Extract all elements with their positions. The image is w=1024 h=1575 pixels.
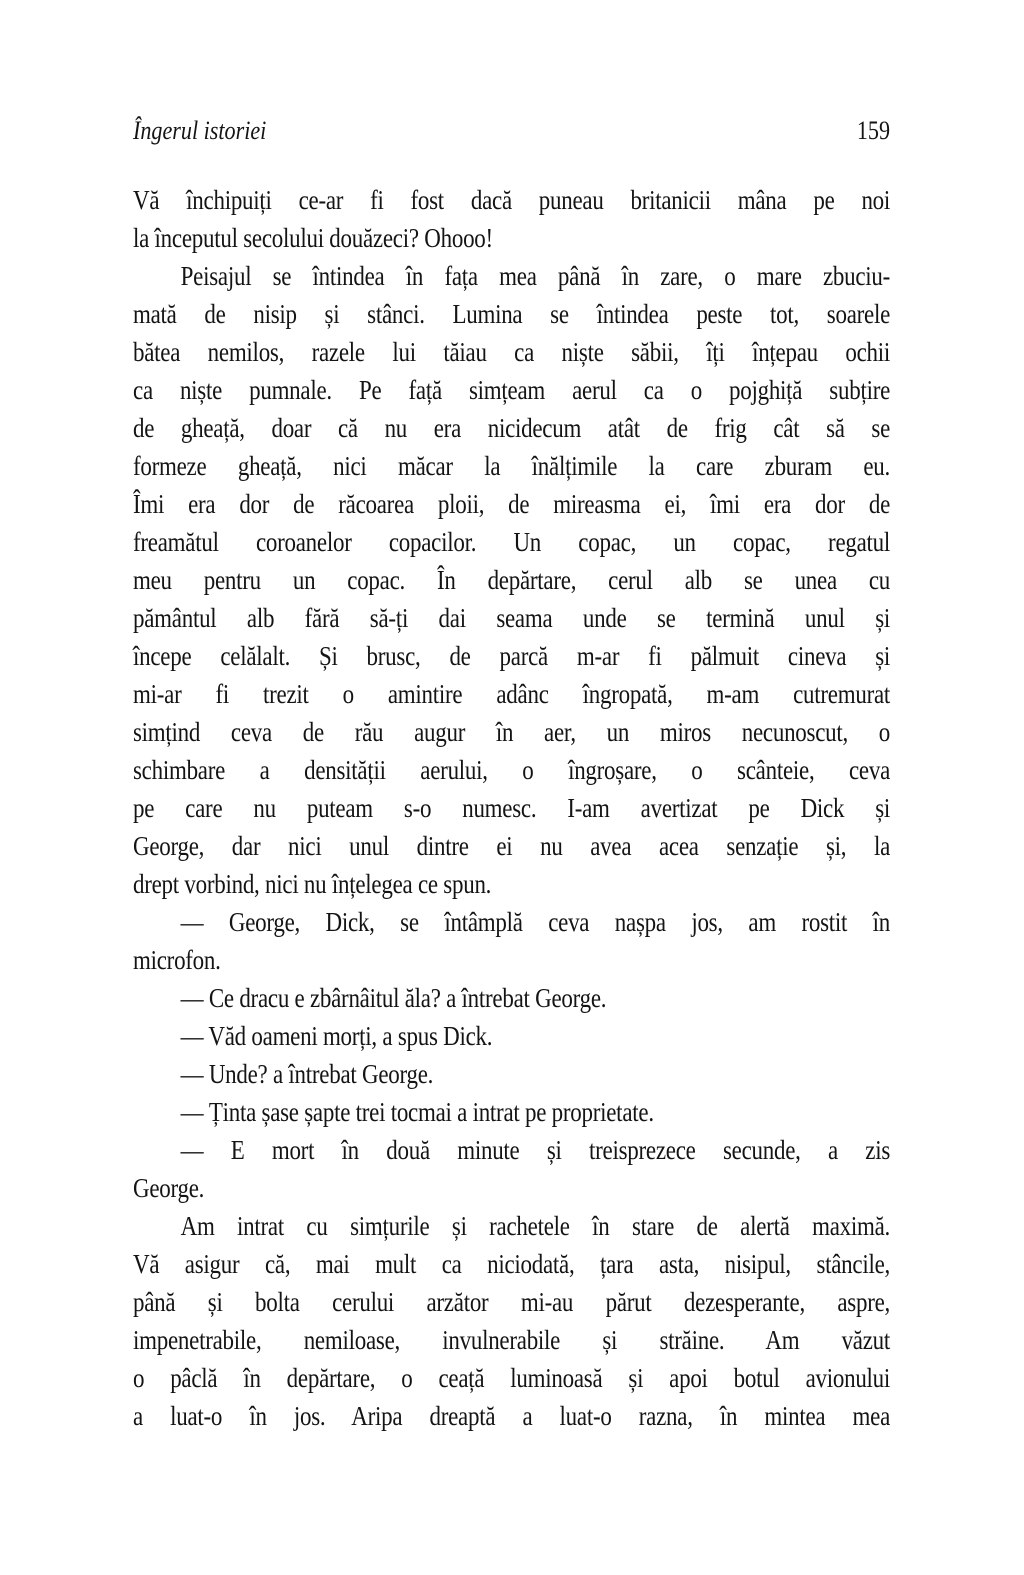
text-line: drept vorbind, nici nu înțelegea ce spun. xyxy=(133,869,492,899)
page-number: 159 xyxy=(856,116,891,145)
text-line: schimbare a densității aerului, o îngroșare, o scânteie, ceva xyxy=(133,755,891,785)
text-line: impenetrabile, nemiloase, invulnerabile și străine. Am văzut xyxy=(133,1325,891,1355)
text-line: Am intrat cu simțurile și rachetele în stare de alertă maximă. xyxy=(180,1211,891,1241)
text-line: de gheață, doar că nu era nicidecum atât de frig cât să se xyxy=(133,413,891,443)
body-text xyxy=(133,181,890,1435)
text-line: formeze gheață, nici măcar la înălțimile la care zburam eu. xyxy=(133,451,891,481)
text-line: Vă închipuiți ce-ar fi fost dacă puneau britanicii mâna pe noi xyxy=(133,185,891,215)
page-content xyxy=(133,116,890,1435)
text-line: Peisajul se întindea în fața mea până în zare, o mare zbuciu- xyxy=(180,261,891,291)
text-line: ca niște pumnale. Pe față simțeam aerul ca o pojghiță subțire xyxy=(133,375,891,405)
text-line: Îmi era dor de răcoarea ploii, de mireasma ei, îmi era dor de xyxy=(133,489,891,519)
text-line: — E mort în două minute și treisprezece secunde, a zis xyxy=(180,1135,891,1165)
text-line: — Văd oameni morți, a spus Dick. xyxy=(180,1021,493,1051)
text-line: mi-ar fi trezit o amintire adânc îngropată, m-am cutremurat xyxy=(133,679,891,709)
running-header-title: Îngerul istoriei xyxy=(133,116,267,145)
text-line: Vă asigur că, mai mult ca niciodată, țara asta, nisipul, stâncile, xyxy=(133,1249,891,1279)
text-line: — Ce dracu e zbârnâitul ăla? a întrebat George. xyxy=(180,983,607,1013)
text-line: începe celălalt. Și brusc, de parcă m-ar fi pălmuit cineva și xyxy=(133,641,891,671)
running-header xyxy=(133,116,890,146)
text-line: meu pentru un copac. În depărtare, cerul alb se unea cu xyxy=(133,565,891,595)
text-line: George, dar nici unul dintre ei nu avea acea senzație și, la xyxy=(133,831,891,861)
text-line: a luat-o în jos. Aripa dreaptă a luat-o razna, în mintea mea xyxy=(133,1401,891,1431)
text-line: — George, Dick, se întâmplă ceva nașpa jos, am rostit în xyxy=(180,907,891,937)
text-line: bătea nemilos, razele lui tăiau ca niște săbii, îți înțepau ochii xyxy=(133,337,891,367)
text-line: microfon. xyxy=(133,945,221,975)
text-line: mată de nisip și stânci. Lumina se întindea peste tot, soarele xyxy=(133,299,891,329)
text-line: o pâclă în depărtare, o ceață luminoasă și apoi botul avionului xyxy=(133,1363,891,1393)
text-line: până și bolta cerului arzător mi-au părut dezesperante, aspre, xyxy=(133,1287,891,1317)
text-line: — Ținta șase șapte trei tocmai a intrat pe proprietate. xyxy=(180,1097,654,1127)
text-line: pământul alb fără să-ți dai seama unde se termină unul și xyxy=(133,603,891,633)
text-line: — Unde? a întrebat George. xyxy=(180,1059,434,1089)
text-line: George. xyxy=(133,1173,205,1203)
text-line: pe care nu puteam s-o numesc. I-am avertizat pe Dick și xyxy=(133,793,891,823)
text-line: freamătul coroanelor copacilor. Un copac, un copac, regatul xyxy=(133,527,891,557)
text-line: la începutul secolului douăzeci? Ohooo! xyxy=(133,223,493,253)
text-line: simțind ceva de rău augur în aer, un miros necunoscut, o xyxy=(133,717,891,747)
